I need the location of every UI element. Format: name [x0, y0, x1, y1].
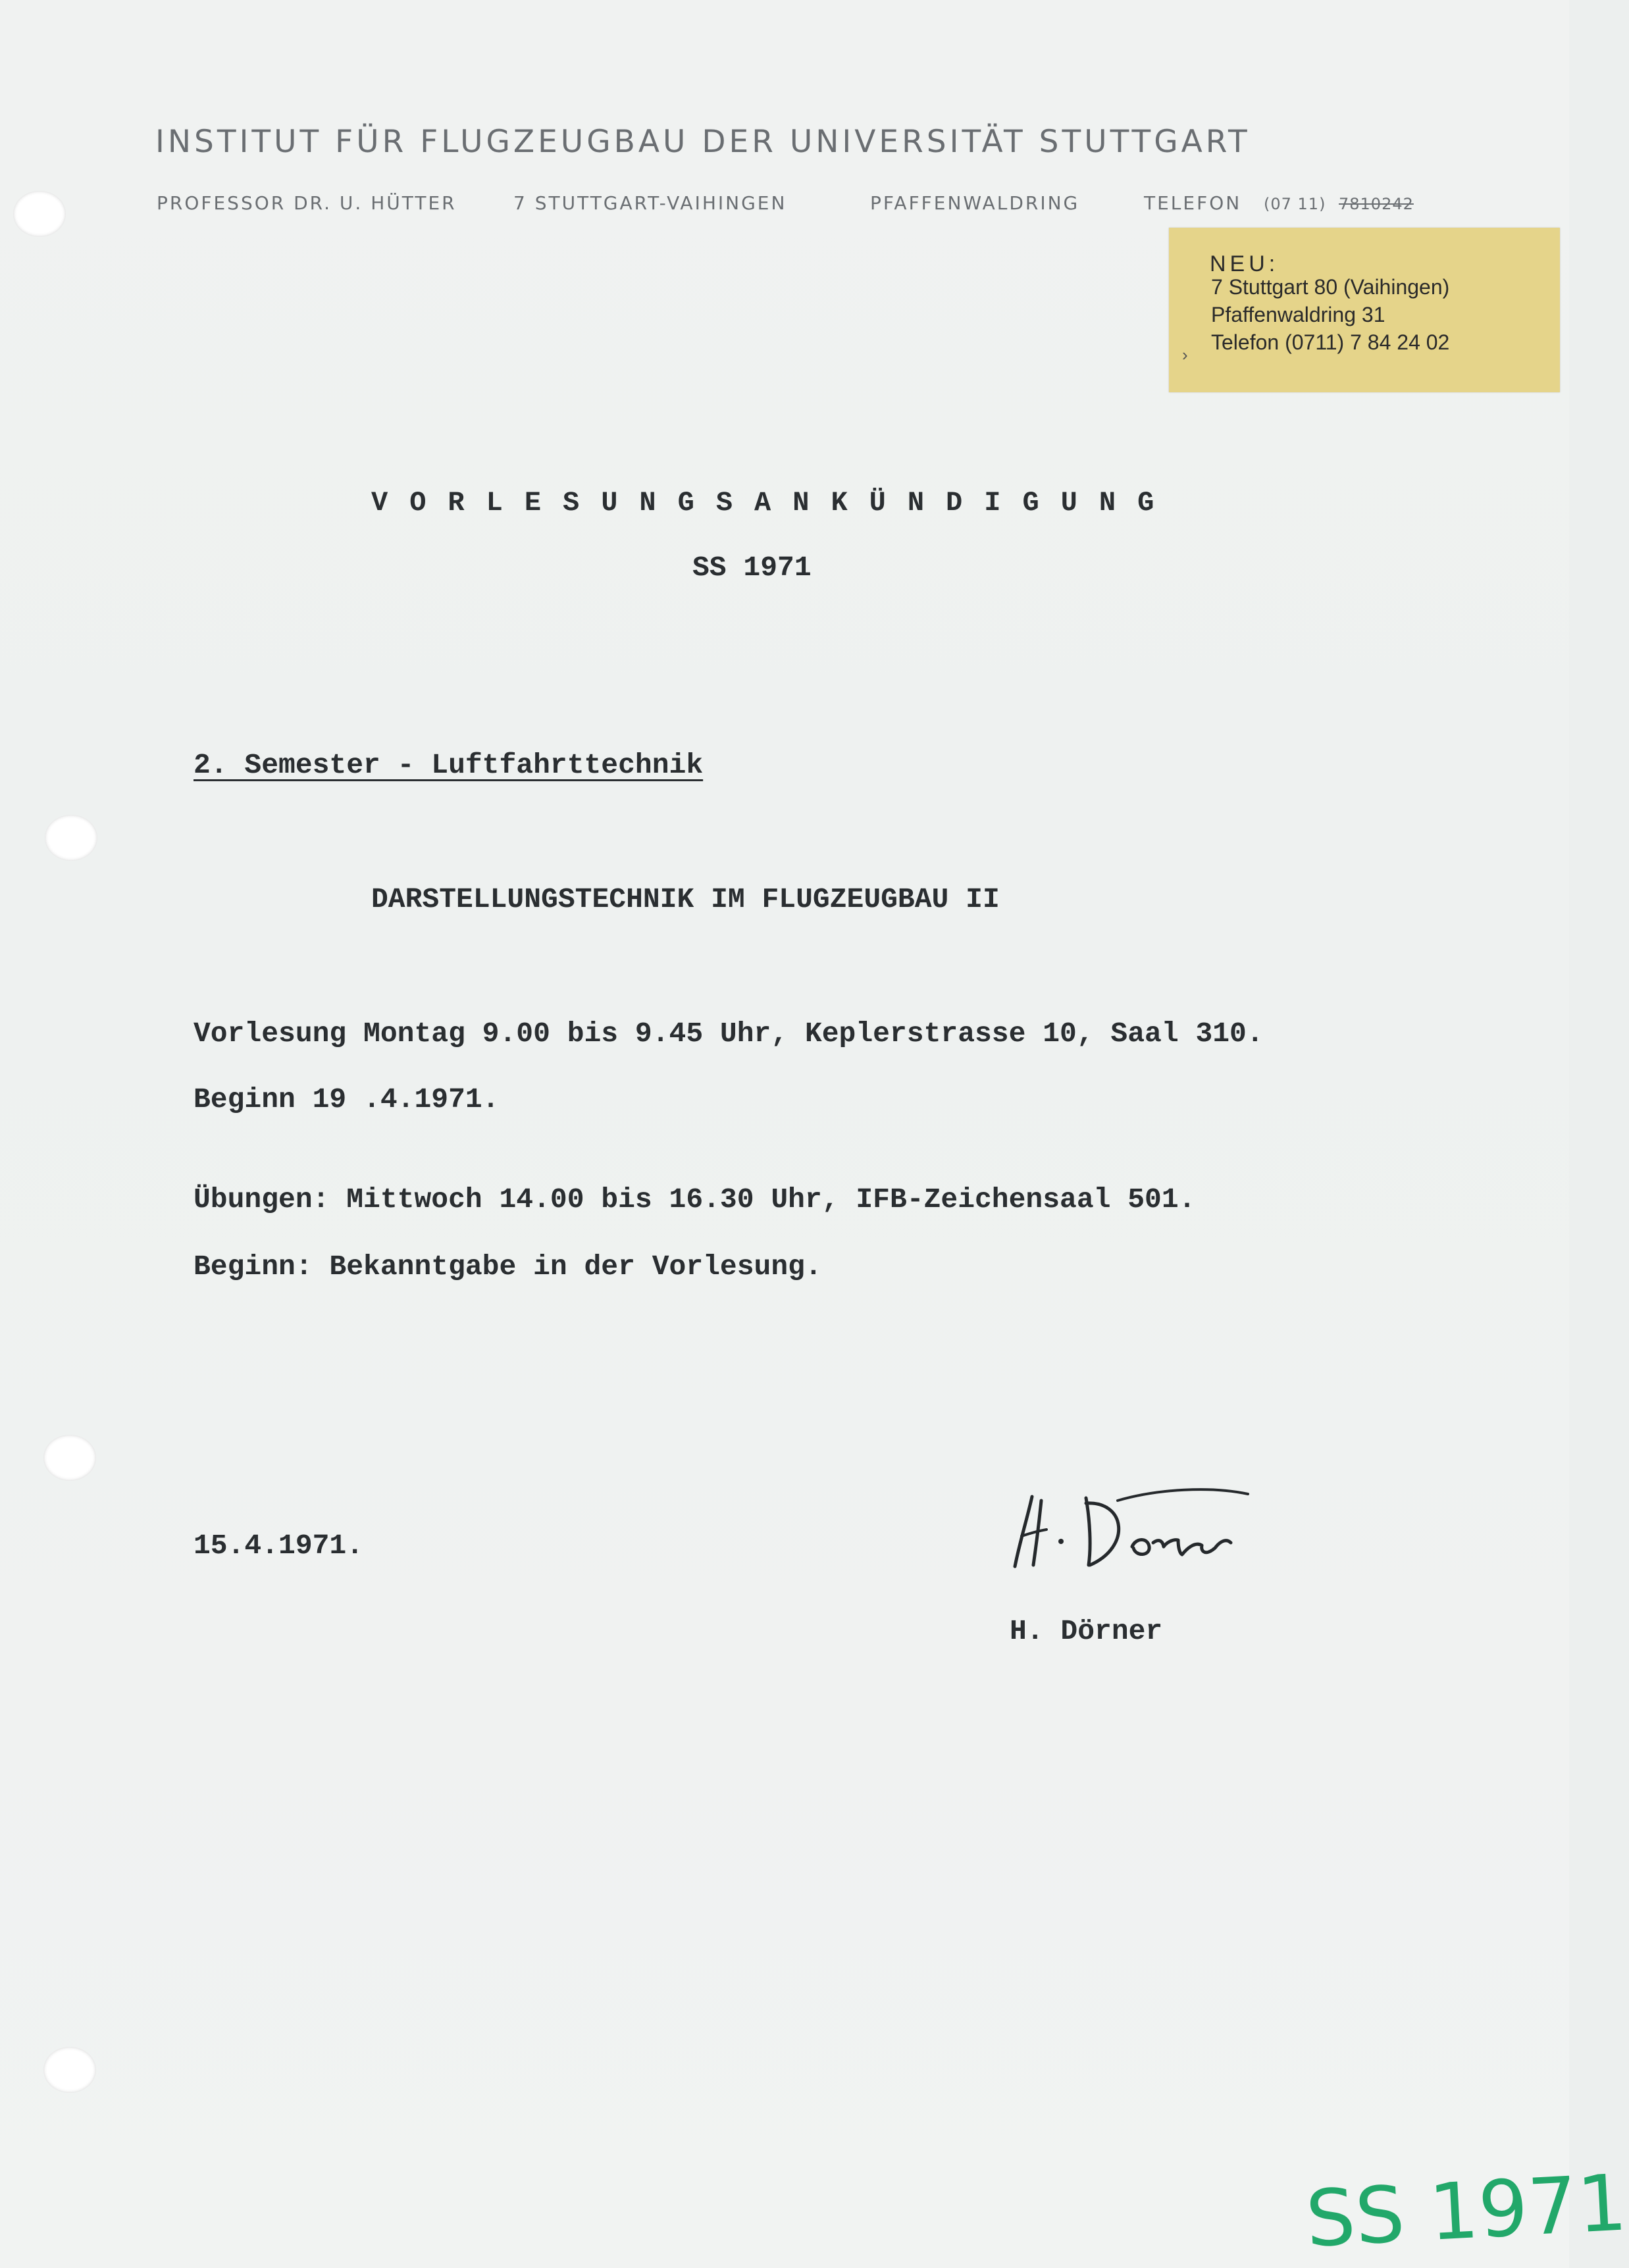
course-group: 2. Semester - Luftfahrttechnik — [194, 749, 704, 781]
letterhead-street: PFAFFENWALDRING — [870, 192, 1080, 214]
lecture-info: Vorlesung Montag 9.00 bis 9.45 Uhr, Keplerstrasse 10, Saal 310. — [194, 1018, 1264, 1050]
lecture-start: Beginn 19 .4.1971. — [194, 1083, 500, 1116]
address-sticker — [1169, 228, 1560, 392]
punch-hole-2 — [45, 815, 97, 861]
letterhead-phone-area: (07 11) — [1264, 195, 1326, 213]
sticker-label: NEU: — [1210, 251, 1280, 276]
punch-hole-3 — [43, 1435, 96, 1481]
course-title: DARSTELLUNGSTECHNIK IM FLUGZEUGBAU II — [371, 883, 1000, 915]
letterhead-phone-old: 7810242 — [1339, 195, 1414, 213]
punch-hole-4 — [43, 2047, 96, 2093]
letterhead-location: 7 STUTTGART-VAIHINGEN — [513, 192, 787, 214]
signatory-name: H. Dörner — [1010, 1615, 1163, 1647]
sticker-line-2: Pfaffenwaldring 31 — [1211, 303, 1385, 326]
handwritten-archive-note: SS 1971 — [1303, 2157, 1629, 2265]
punch-hole-1 — [13, 191, 66, 237]
sticker-line-3: Telefon (0711) 7 84 24 02 — [1211, 330, 1450, 354]
sticker-arrow-icon: › — [1182, 345, 1188, 365]
document-date: 15.4.1971. — [194, 1530, 364, 1562]
letterhead-institute: INSTITUT FÜR FLUGZEUGBAU DER UNIVERSITÄT STUTTGART — [155, 124, 1251, 160]
announcement-title: VORLESUNGSANKÜNDIGUNG — [371, 487, 1176, 519]
exercises-start: Beginn: Bekanntgabe in der Vorlesung. — [194, 1250, 822, 1283]
announcement-term: SS 1971 — [692, 552, 812, 584]
handwritten-signature — [1000, 1474, 1251, 1580]
sticker-line-1: 7 Stuttgart 80 (Vaihingen) — [1211, 275, 1450, 299]
letterhead-phone-label: TELEFON — [1144, 192, 1242, 214]
letterhead-professor: PROFESSOR DR. U. HÜTTER — [157, 192, 457, 214]
exercises-info: Übungen: Mittwoch 14.00 bis 16.30 Uhr, IFB-Zeichensaal 501. — [194, 1183, 1196, 1216]
